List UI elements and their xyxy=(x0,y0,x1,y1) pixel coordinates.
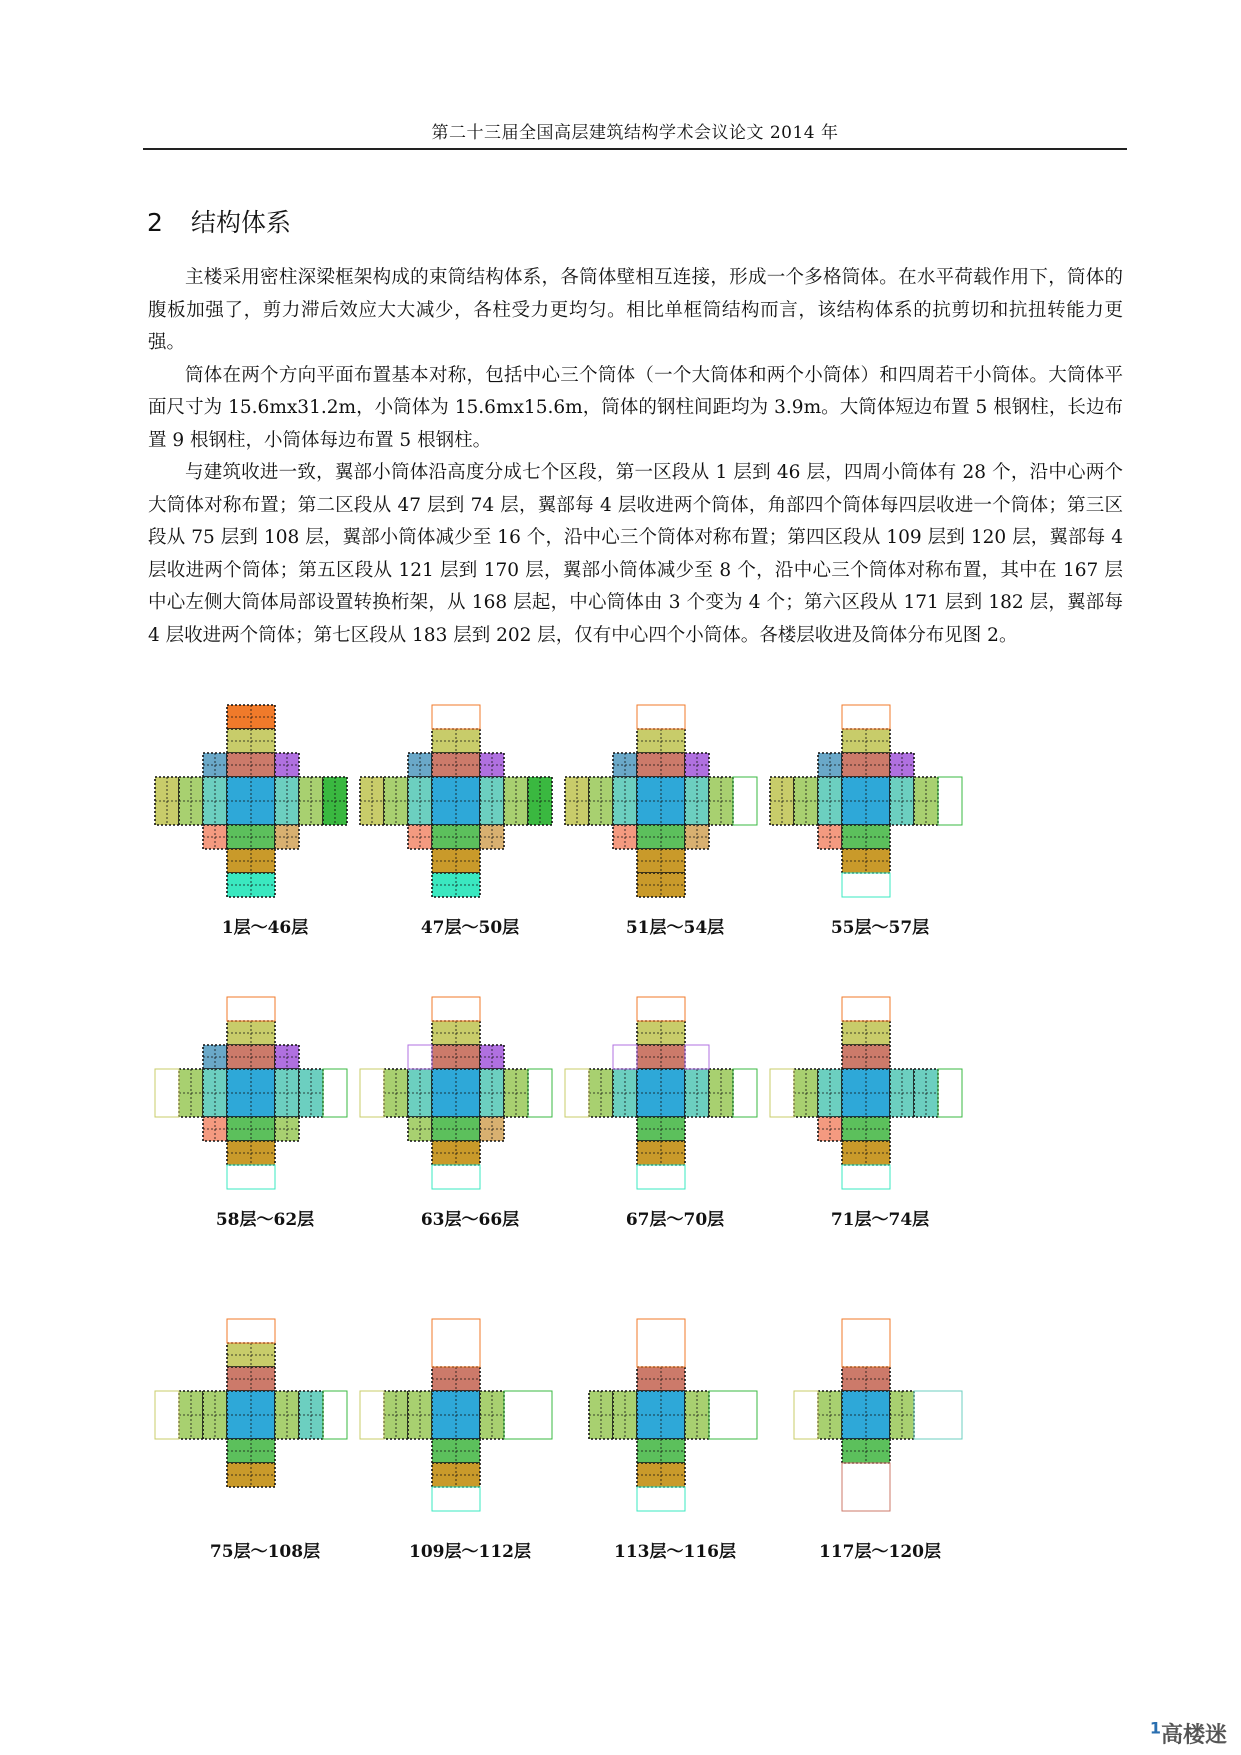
header-rule xyxy=(143,148,1127,150)
tube-outline xyxy=(842,1319,890,1367)
plan-3 xyxy=(555,695,795,938)
tube-outline xyxy=(360,1391,384,1439)
plan-caption: 47层～50层 xyxy=(420,918,520,938)
plan-3-diagram xyxy=(555,695,795,910)
tube-outline xyxy=(842,873,890,897)
tube-outline xyxy=(323,1069,347,1117)
plan-1-diagram xyxy=(145,695,385,910)
tube-outline xyxy=(432,1319,480,1367)
plan-6 xyxy=(350,987,590,1230)
plan-9 xyxy=(145,1309,385,1562)
plan-12-diagram xyxy=(760,1309,1000,1524)
tube-outline xyxy=(432,1165,480,1189)
paragraph-2: 筒体在两个方向平面布置基本对称，包括中心三个筒体（一个大筒体和两个小筒体）和四周若干小筒体。大筒体平面尺寸为 15.6mx31.2m，小筒体为 15.6mx15.6m，筒体的钢柱间距均为 3.9m。大筒体短边布置 5 根钢柱，长边布置 9 根钢柱，小筒体每边布置 5 根钢柱。 xyxy=(148,364,1123,451)
plan-1 xyxy=(145,695,385,938)
tube-outline xyxy=(227,1165,275,1189)
section-title: 结构体系 xyxy=(191,208,292,237)
tube-outline xyxy=(637,1319,685,1367)
plan-caption: 67层～70层 xyxy=(625,1210,725,1230)
tube-outline xyxy=(323,1391,347,1439)
plan-8 xyxy=(760,987,1000,1230)
plan-caption: 75层～108层 xyxy=(209,1542,321,1562)
plan-2-diagram xyxy=(350,695,590,910)
watermark-logo: $^1$高楼迷 xyxy=(1149,1718,1227,1748)
tube-outline xyxy=(733,1069,757,1117)
plan-caption: 55层～57层 xyxy=(830,918,930,938)
tube-outline xyxy=(565,1069,589,1117)
tube-outline xyxy=(914,1391,962,1439)
tube-outline xyxy=(794,1391,818,1439)
tube-outline xyxy=(637,705,685,729)
plan-12 xyxy=(760,1309,1000,1562)
plan-5 xyxy=(145,987,385,1230)
tube-outline xyxy=(938,777,962,825)
tube-outline xyxy=(155,1391,179,1439)
plan-8-diagram xyxy=(760,987,1000,1202)
tube-outline xyxy=(613,1045,637,1069)
tube-outline xyxy=(733,777,757,825)
section-number: 2 xyxy=(147,208,163,237)
tube-outline xyxy=(842,705,890,729)
tube-outline xyxy=(432,705,480,729)
plan-9-diagram xyxy=(145,1309,385,1524)
plan-6-diagram xyxy=(350,987,590,1202)
plan-caption: 117层～120层 xyxy=(819,1542,941,1562)
tube-outline xyxy=(227,1319,275,1343)
plan-7 xyxy=(555,987,795,1230)
tube-outline xyxy=(842,997,890,1021)
tube-outline xyxy=(504,1391,552,1439)
tube-outline xyxy=(432,997,480,1021)
paragraph-3: 与建筑收进一致，翼部小筒体沿高度分成七个区段，第一区段从 1 层到 46 层，四周小筒体有 28 个，沿中心两个大筒体对称布置；第二区段从 47 层到 74 层，翼部每 4 层收进两个筒体，角部四个筒体每四层收进一个筒体；第三区段从 75 层到 108 层，翼部小筒体减少至 16 个，沿中心三个筒体对称布置；第四区段从 109 层到 120 层，翼部每 4 层收进两个筒体；第五区段从 121 层到 170 层，翼部小筒体减少至 8 个，沿中心三个筒体对称布置，其中在 167 层中心左侧大筒体局部设置转换桁架，从 168 层起，中心筒体由 3 个变为 4 个；第六区段从 171 层到 182 层，翼部每 4 层收进两个筒体；第七区段从 183 层到 202 层，仅有中心四个小筒体。各楼层收进及筒体分布见图 2。 xyxy=(148,462,1123,646)
plan-caption: 51层～54层 xyxy=(625,918,725,938)
tube-outline xyxy=(938,1069,962,1117)
tube-outline xyxy=(842,1463,890,1511)
tube-outline xyxy=(770,1069,794,1117)
tube-outline xyxy=(637,997,685,1021)
plan-4 xyxy=(760,695,1000,938)
tube-outline xyxy=(685,1045,709,1069)
plan-7-diagram xyxy=(555,987,795,1202)
tube-outline xyxy=(227,997,275,1021)
body-text xyxy=(148,262,1123,652)
paragraph-1: 主楼采用密柱深梁框架构成的束筒结构体系，各筒体壁相互连接，形成一个多格筒体。在水平荷载作用下，筒体的腹板加强了，剪力滞后效应大大减少，各柱受力更均匀。相比单框筒结构而言，该结构体系的抗剪切和抗扭转能力更强。 xyxy=(148,267,1123,353)
figure-2-floor-plans xyxy=(145,695,1125,1595)
plan-caption: 58层～62层 xyxy=(215,1210,315,1230)
tube-outline xyxy=(637,1165,685,1189)
plan-5-diagram xyxy=(145,987,385,1202)
running-header: 第二十三届全国高层建筑结构学术会议论文 2014 年 xyxy=(431,123,839,143)
tube-outline xyxy=(155,1069,179,1117)
tube-outline xyxy=(432,1487,480,1511)
tube-outline xyxy=(637,1487,685,1511)
plan-caption: 109层～112层 xyxy=(409,1542,531,1562)
plan-caption: 71层～74层 xyxy=(830,1210,930,1230)
tube-outline xyxy=(842,1165,890,1189)
tube-outline xyxy=(528,1069,552,1117)
section-heading xyxy=(147,203,291,239)
tube-outline xyxy=(709,1391,757,1439)
plan-caption: 113层～116层 xyxy=(614,1542,736,1562)
plan-11-diagram xyxy=(555,1309,795,1524)
plan-10-diagram xyxy=(350,1309,590,1524)
plan-2 xyxy=(350,695,590,938)
plan-caption: 1层～46层 xyxy=(221,918,309,938)
plan-4-diagram xyxy=(760,695,1000,910)
plan-caption: 63层～66层 xyxy=(420,1210,520,1230)
plan-11 xyxy=(555,1309,795,1562)
tube-outline xyxy=(360,1069,384,1117)
plan-10 xyxy=(350,1309,590,1562)
tube-outline xyxy=(408,1045,432,1069)
